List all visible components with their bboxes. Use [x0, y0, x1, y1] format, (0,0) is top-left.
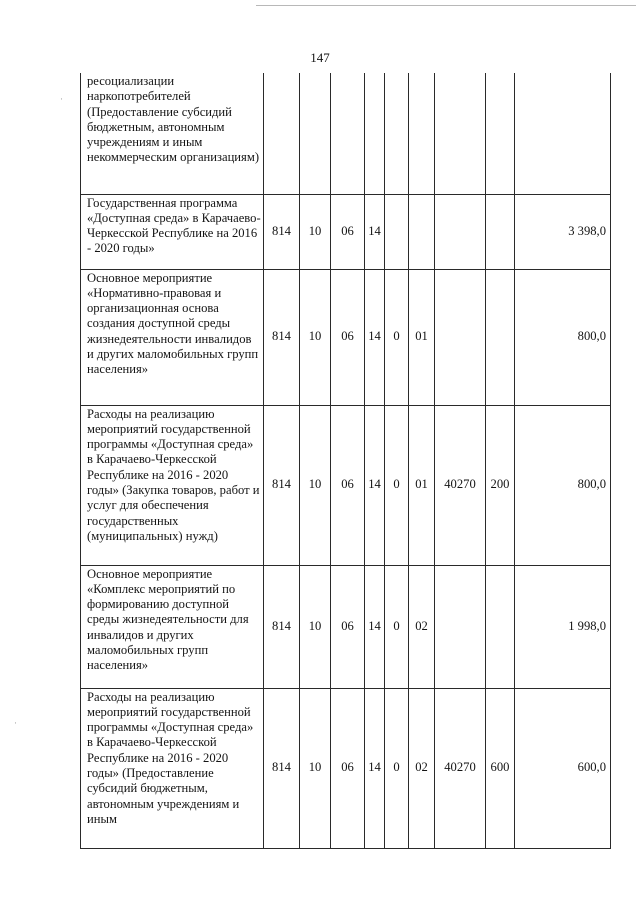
amount: 800,0: [515, 269, 611, 405]
expense-direction-code: [435, 565, 486, 688]
table-row: [81, 565, 611, 688]
main-event-code: [409, 73, 435, 194]
expense-type-code: 200: [486, 405, 515, 565]
budget-table: [80, 73, 611, 849]
expense-direction-code: [435, 269, 486, 405]
top-scan-rule: [256, 5, 636, 6]
budget-table-body: [81, 73, 611, 848]
amount: 800,0: [515, 405, 611, 565]
amount: 3 398,0: [515, 194, 611, 269]
table-row: [81, 73, 611, 194]
expense-type-code: [486, 194, 515, 269]
expense-type-code: [486, 565, 515, 688]
ministry-code: 814: [264, 405, 300, 565]
program-code: [365, 73, 385, 194]
ministry-code: [264, 73, 300, 194]
ministry-code: 814: [264, 194, 300, 269]
subsection-code: 06: [331, 269, 365, 405]
amount: 600,0: [515, 688, 611, 848]
ministry-code: 814: [264, 565, 300, 688]
ministry-code: 814: [264, 269, 300, 405]
section-code: 10: [300, 194, 331, 269]
subprogram-code: 0: [385, 405, 409, 565]
program-code: 14: [365, 405, 385, 565]
scan-speck: ·: [14, 718, 17, 728]
row-description: Расходы на реализацию мероприятий государственной программы «Доступная среда» в Карачаево-Черкесской Республике на 2016 - 2020 годы» (Предоставление субсидий бюджетным, автономным учреждениям и иным: [81, 688, 264, 848]
subsection-code: 06: [331, 565, 365, 688]
program-code: 14: [365, 269, 385, 405]
expense-direction-code: 40270: [435, 405, 486, 565]
table-row: [81, 194, 611, 269]
subsection-code: 06: [331, 688, 365, 848]
row-description: Государственная программа «Доступная среда» в Карачаево-Черкесской Республике на 2016 - 2020 годы»: [81, 194, 264, 269]
main-event-code: 02: [409, 688, 435, 848]
subprogram-code: 0: [385, 269, 409, 405]
subprogram-code: [385, 73, 409, 194]
expense-type-code: 600: [486, 688, 515, 848]
program-code: 14: [365, 688, 385, 848]
section-code: 10: [300, 405, 331, 565]
section-code: 10: [300, 565, 331, 688]
subprogram-code: [385, 194, 409, 269]
section-code: [300, 73, 331, 194]
table-row: [81, 405, 611, 565]
main-event-code: 02: [409, 565, 435, 688]
table-row: [81, 269, 611, 405]
ministry-code: 814: [264, 688, 300, 848]
scan-speck: ·: [60, 94, 63, 104]
row-description: Основное мероприятие «Нормативно-правовая и организационная основа создания доступной среды жизнедеятельности инвалидов и других маломобильных групп населения»: [81, 269, 264, 405]
program-code: 14: [365, 565, 385, 688]
expense-direction-code: [435, 73, 486, 194]
subsection-code: [331, 73, 365, 194]
row-description: Основное мероприятие «Комплекс мероприятий по формированию доступной среды жизнедеятельности для инвалидов и других маломобильных групп населения»: [81, 565, 264, 688]
table-row: [81, 688, 611, 848]
row-description: Расходы на реализацию мероприятий государственной программы «Доступная среда» в Карачаево-Черкесской Республике на 2016 - 2020 годы» (Закупка товаров, работ и услуг для обеспечения государственных (муниципальных) нужд): [81, 405, 264, 565]
main-event-code: 01: [409, 405, 435, 565]
section-code: 10: [300, 688, 331, 848]
expense-direction-code: [435, 194, 486, 269]
subsection-code: 06: [331, 194, 365, 269]
subprogram-code: 0: [385, 565, 409, 688]
main-event-code: 01: [409, 269, 435, 405]
page-number: 147: [310, 50, 330, 65]
row-description: ресоциализации наркопотребителей (Предоставление субсидий бюджетным, автономным учреждениям и иным некоммерческим организациям): [81, 73, 264, 194]
section-code: 10: [300, 269, 331, 405]
subsection-code: 06: [331, 405, 365, 565]
program-code: 14: [365, 194, 385, 269]
expense-type-code: [486, 73, 515, 194]
expense-type-code: [486, 269, 515, 405]
amount: 1 998,0: [515, 565, 611, 688]
main-event-code: [409, 194, 435, 269]
subprogram-code: 0: [385, 688, 409, 848]
amount: [515, 73, 611, 194]
expense-direction-code: 40270: [435, 688, 486, 848]
